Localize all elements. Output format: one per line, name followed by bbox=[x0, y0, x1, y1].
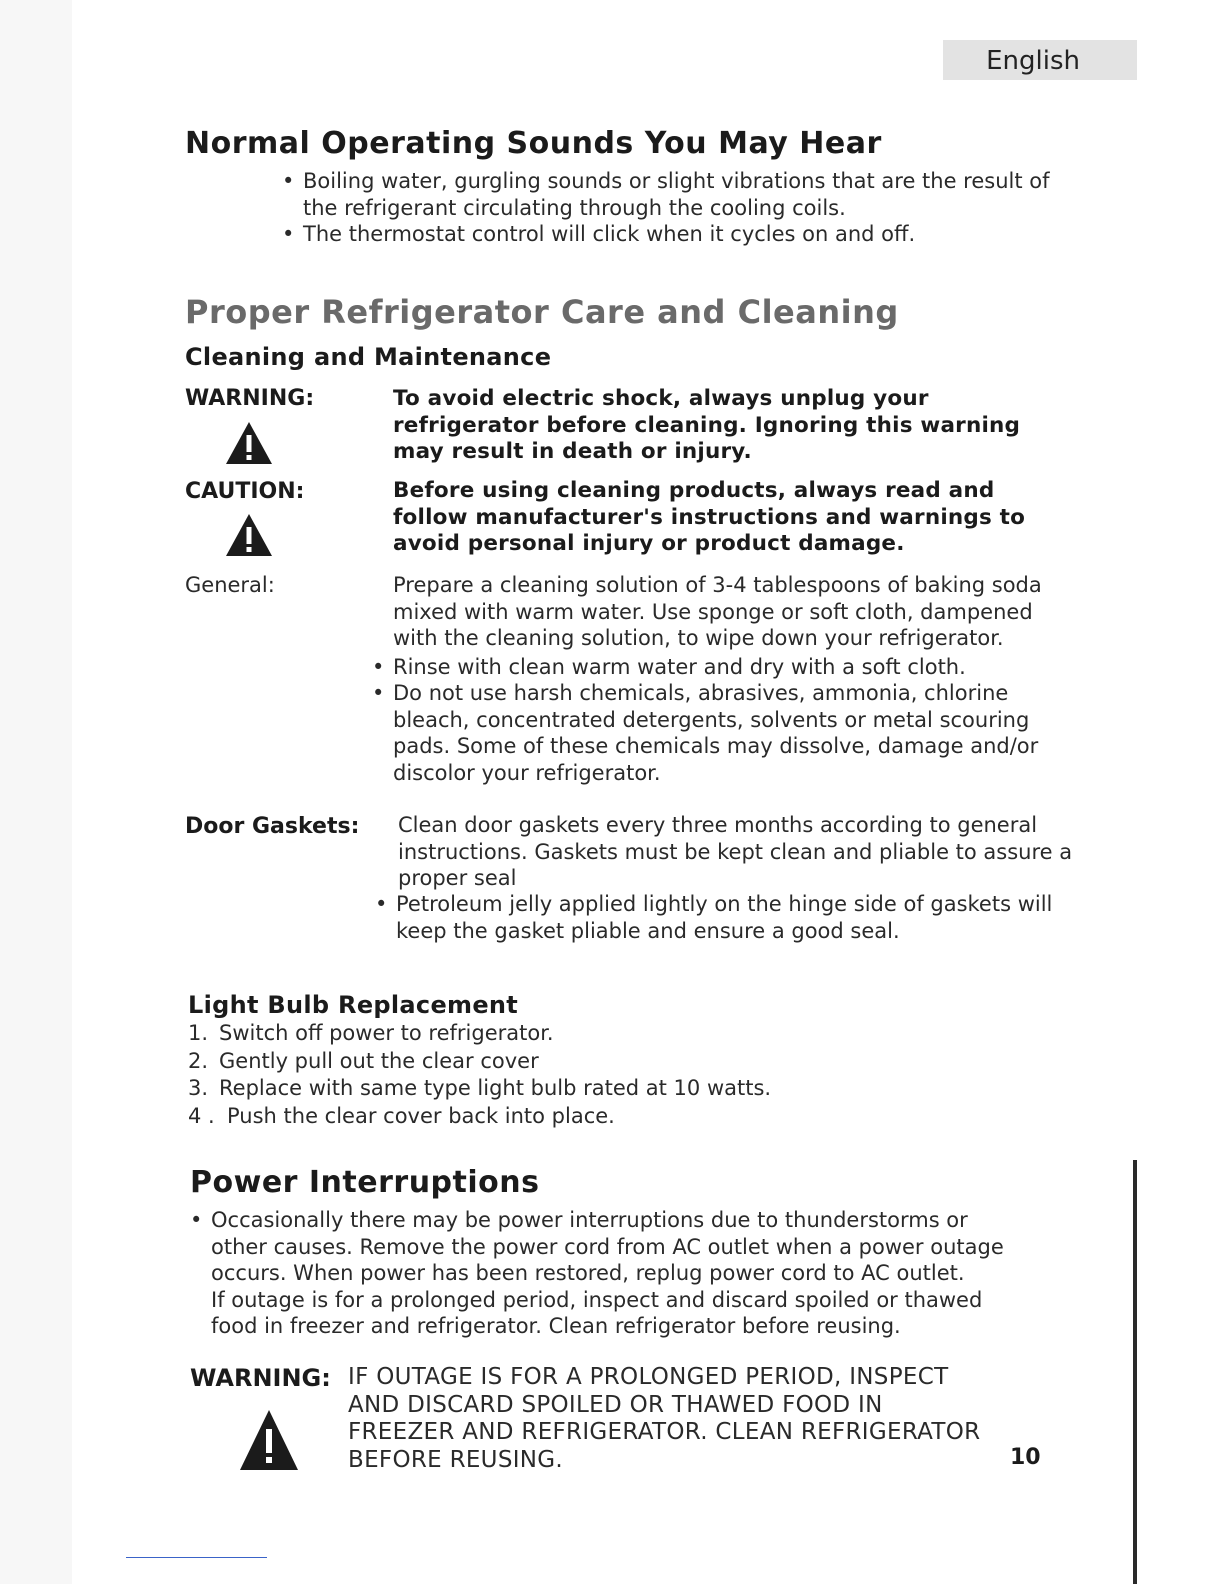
list-item-text: Boiling water, gurgling sounds or slight vibrations that are the result of bbox=[303, 169, 1050, 193]
list-item bbox=[372, 680, 1039, 786]
warning-text-line: may result in death or injury. bbox=[393, 439, 752, 464]
general-text-line: with the cleaning solution, to wipe down your refrigerator. bbox=[393, 626, 1004, 650]
caution-label: CAUTION: bbox=[185, 479, 305, 504]
gaskets-text bbox=[398, 812, 1072, 892]
general-text bbox=[393, 572, 1042, 652]
list-item bbox=[282, 221, 916, 248]
list-item-text: Occasionally there may be power interruptions due to thunderstorms or bbox=[211, 1208, 968, 1232]
list-item-text: If outage is for a prolonged period, inspect and discard spoiled or thawed bbox=[211, 1287, 983, 1312]
section-title-sounds: Normal Operating Sounds You May Hear bbox=[185, 126, 882, 161]
caution-text-line: follow manufacturer's instructions and warnings to bbox=[393, 504, 1026, 530]
list-item-text: discolor your refrigerator. bbox=[393, 760, 661, 785]
general-text-line: Prepare a cleaning solution of 3-4 tablespoons of baking soda bbox=[393, 573, 1042, 597]
bullet-dot: • bbox=[375, 892, 388, 916]
gaskets-text-line: proper seal bbox=[398, 866, 517, 890]
bullet-dot: • bbox=[282, 169, 295, 193]
page-left-shade bbox=[0, 0, 72, 1584]
list-item-text: The thermostat control will click when it cycles on and off. bbox=[303, 222, 916, 246]
gaskets-text-line: instructions. Gaskets must be kept clean and pliable to assure a bbox=[398, 839, 1073, 864]
list-item bbox=[282, 168, 1050, 221]
warning-triangle-icon bbox=[226, 422, 272, 464]
subsection-title-bulb: Light Bulb Replacement bbox=[188, 991, 519, 1019]
subsection-title-cleaning: Cleaning and Maintenance bbox=[185, 343, 552, 371]
warning-triangle-icon bbox=[240, 1410, 298, 1470]
list-item-text: Petroleum jelly applied lightly on the hinge side of gaskets will bbox=[396, 892, 1053, 916]
step-text: Switch off power to refrigerator. bbox=[219, 1021, 554, 1045]
general-text-line: mixed with warm water. Use sponge or soft cloth, dampened bbox=[393, 599, 1033, 624]
list-item bbox=[190, 1207, 1004, 1340]
warning-text-line: To avoid electric shock, always unplug your bbox=[393, 386, 929, 411]
list-item-text: keep the gasket pliable and ensure a good seal. bbox=[396, 918, 900, 943]
list-item-text: food in freezer and refrigerator. Clean refrigerator before reusing. bbox=[211, 1314, 901, 1338]
warning-text bbox=[393, 386, 1020, 466]
list-item-text: Do not use harsh chemicals, abrasives, ammonia, chlorine bbox=[393, 681, 1009, 705]
caution-triangle-icon bbox=[226, 514, 272, 556]
warning-label: WARNING: bbox=[185, 386, 315, 411]
list-item-text: other causes. Remove the power cord from AC outlet when a power outage bbox=[211, 1234, 1004, 1259]
list-item-text: the refrigerant circulating through the cooling coils. bbox=[303, 195, 846, 220]
step-number: 3. bbox=[188, 1076, 209, 1100]
bullet-dot: • bbox=[372, 681, 385, 705]
door-gaskets-label: Door Gaskets: bbox=[185, 814, 360, 839]
list-item-text: occurs. When power has been restored, replug power cord to AC outlet. bbox=[211, 1261, 965, 1285]
bullet-dot: • bbox=[190, 1208, 203, 1232]
power-warning-line: IF OUTAGE IS FOR A PROLONGED PERIOD, INSPECT bbox=[348, 1364, 949, 1390]
language-tab: English bbox=[943, 40, 1137, 80]
gaskets-text-line: Clean door gaskets every three months according to general bbox=[398, 813, 1038, 837]
bottom-underline bbox=[126, 1557, 267, 1558]
power-warning-line: FREEZER AND REFRIGERATOR. CLEAN REFRIGERATOR bbox=[348, 1419, 981, 1445]
step-text: Gently pull out the clear cover bbox=[219, 1049, 539, 1073]
section-title-power: Power Interruptions bbox=[190, 1165, 540, 1200]
step-number: 4 . bbox=[188, 1104, 215, 1128]
bullet-dot: • bbox=[282, 222, 295, 246]
section-title-care: Proper Refrigerator Care and Cleaning bbox=[185, 293, 899, 331]
caution-text bbox=[393, 478, 1025, 558]
general-label: General: bbox=[185, 573, 275, 597]
step-text: Replace with same type light bulb rated at 10 watts. bbox=[219, 1076, 772, 1100]
caution-text-line: avoid personal injury or product damage. bbox=[393, 531, 905, 556]
list-item bbox=[375, 891, 1053, 944]
step-number: 2. bbox=[188, 1049, 209, 1073]
list-item-text: Rinse with clean warm water and dry with a soft cloth. bbox=[393, 655, 966, 679]
caution-text-line: Before using cleaning products, always read and bbox=[393, 478, 995, 503]
power-warning-line: AND DISCARD SPOILED OR THAWED FOOD IN bbox=[348, 1391, 883, 1418]
list-item-text: bleach, concentrated detergents, solvents or metal scouring bbox=[393, 707, 1030, 732]
step-number: 1. bbox=[188, 1021, 209, 1045]
step-text: Push the clear cover back into place. bbox=[227, 1104, 615, 1128]
list-item-text: pads. Some of these chemicals may dissolve, damage and/or bbox=[393, 734, 1039, 758]
scan-edge-line bbox=[1133, 1160, 1137, 1584]
power-warning-label: WARNING: bbox=[190, 1364, 331, 1392]
power-warning-line: BEFORE REUSING. bbox=[348, 1446, 564, 1473]
list-item bbox=[372, 654, 966, 681]
page-number: 10 bbox=[1010, 1445, 1041, 1470]
bullet-dot: • bbox=[372, 655, 385, 679]
power-warning-text bbox=[348, 1364, 980, 1474]
warning-text-line: refrigerator before cleaning. Ignoring this warning bbox=[393, 412, 1021, 438]
